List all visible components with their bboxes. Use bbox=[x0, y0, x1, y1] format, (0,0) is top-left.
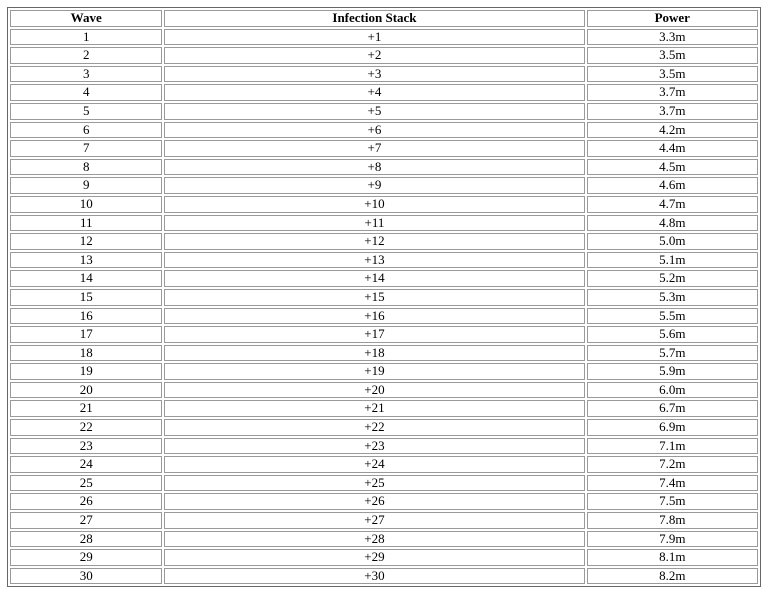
power-cell: 5.2m bbox=[587, 270, 758, 287]
infection-stack-cell: +15 bbox=[164, 289, 584, 306]
table-row bbox=[10, 438, 758, 455]
power-cell: 7.9m bbox=[587, 531, 758, 548]
wave-cell: 7 bbox=[10, 140, 162, 157]
infection-stack-cell: +8 bbox=[164, 159, 584, 176]
infection-stack-cell: +22 bbox=[164, 419, 584, 436]
column-header-wave: Wave bbox=[10, 10, 162, 27]
wave-cell: 27 bbox=[10, 512, 162, 529]
wave-cell: 5 bbox=[10, 103, 162, 120]
infection-stack-cell: +11 bbox=[164, 215, 584, 232]
table-row bbox=[10, 308, 758, 325]
infection-stack-cell: +16 bbox=[164, 308, 584, 325]
table-row bbox=[10, 196, 758, 213]
power-cell: 3.5m bbox=[587, 66, 758, 83]
table-row bbox=[10, 103, 758, 120]
power-cell: 6.0m bbox=[587, 382, 758, 399]
infection-stack-cell: +7 bbox=[164, 140, 584, 157]
wave-cell: 23 bbox=[10, 438, 162, 455]
wave-cell: 19 bbox=[10, 363, 162, 380]
power-cell: 6.9m bbox=[587, 419, 758, 436]
column-header-power: Power bbox=[587, 10, 758, 27]
wave-cell: 21 bbox=[10, 400, 162, 417]
wave-cell: 24 bbox=[10, 456, 162, 473]
infection-stack-cell: +3 bbox=[164, 66, 584, 83]
power-cell: 5.1m bbox=[587, 252, 758, 269]
power-cell: 4.4m bbox=[587, 140, 758, 157]
table-row bbox=[10, 475, 758, 492]
infection-stack-cell: +21 bbox=[164, 400, 584, 417]
power-cell: 7.8m bbox=[587, 512, 758, 529]
wave-cell: 13 bbox=[10, 252, 162, 269]
power-cell: 3.5m bbox=[587, 47, 758, 64]
wave-cell: 11 bbox=[10, 215, 162, 232]
table-row bbox=[10, 456, 758, 473]
power-cell: 8.2m bbox=[587, 568, 758, 585]
infection-stack-cell: +30 bbox=[164, 568, 584, 585]
table-row bbox=[10, 512, 758, 529]
infection-stack-cell: +4 bbox=[164, 84, 584, 101]
power-cell: 8.1m bbox=[587, 549, 758, 566]
wave-cell: 4 bbox=[10, 84, 162, 101]
infection-stack-cell: +6 bbox=[164, 122, 584, 139]
power-cell: 4.8m bbox=[587, 215, 758, 232]
table-row bbox=[10, 400, 758, 417]
table-row bbox=[10, 122, 758, 139]
wave-cell: 18 bbox=[10, 345, 162, 362]
power-cell: 4.5m bbox=[587, 159, 758, 176]
wave-cell: 28 bbox=[10, 531, 162, 548]
wave-cell: 16 bbox=[10, 308, 162, 325]
wave-infection-power-table bbox=[7, 7, 761, 587]
table-row bbox=[10, 233, 758, 250]
power-cell: 7.5m bbox=[587, 493, 758, 510]
table-row bbox=[10, 84, 758, 101]
power-cell: 3.7m bbox=[587, 84, 758, 101]
wave-cell: 14 bbox=[10, 270, 162, 287]
infection-stack-cell: +19 bbox=[164, 363, 584, 380]
power-cell: 4.6m bbox=[587, 177, 758, 194]
table-row bbox=[10, 177, 758, 194]
power-cell: 6.7m bbox=[587, 400, 758, 417]
wave-cell: 15 bbox=[10, 289, 162, 306]
infection-stack-cell: +12 bbox=[164, 233, 584, 250]
wave-cell: 26 bbox=[10, 493, 162, 510]
column-header-infection-stack: Infection Stack bbox=[164, 10, 584, 27]
power-cell: 7.1m bbox=[587, 438, 758, 455]
table-row bbox=[10, 66, 758, 83]
wave-cell: 25 bbox=[10, 475, 162, 492]
infection-stack-cell: +1 bbox=[164, 29, 584, 46]
infection-stack-cell: +24 bbox=[164, 456, 584, 473]
power-cell: 3.7m bbox=[587, 103, 758, 120]
wave-cell: 10 bbox=[10, 196, 162, 213]
table-row bbox=[10, 568, 758, 585]
table-row bbox=[10, 140, 758, 157]
table-row bbox=[10, 382, 758, 399]
wave-cell: 6 bbox=[10, 122, 162, 139]
table-row bbox=[10, 345, 758, 362]
power-cell: 4.2m bbox=[587, 122, 758, 139]
infection-stack-cell: +26 bbox=[164, 493, 584, 510]
wave-cell: 20 bbox=[10, 382, 162, 399]
power-cell: 5.3m bbox=[587, 289, 758, 306]
table-row bbox=[10, 419, 758, 436]
power-cell: 5.0m bbox=[587, 233, 758, 250]
table-row bbox=[10, 215, 758, 232]
infection-stack-cell: +9 bbox=[164, 177, 584, 194]
infection-stack-cell: +29 bbox=[164, 549, 584, 566]
infection-stack-cell: +10 bbox=[164, 196, 584, 213]
table-row bbox=[10, 326, 758, 343]
wave-cell: 8 bbox=[10, 159, 162, 176]
table-row bbox=[10, 159, 758, 176]
power-cell: 7.4m bbox=[587, 475, 758, 492]
table-row bbox=[10, 549, 758, 566]
table-row bbox=[10, 47, 758, 64]
infection-stack-cell: +23 bbox=[164, 438, 584, 455]
power-cell: 5.6m bbox=[587, 326, 758, 343]
infection-stack-cell: +2 bbox=[164, 47, 584, 64]
infection-stack-cell: +20 bbox=[164, 382, 584, 399]
infection-stack-cell: +18 bbox=[164, 345, 584, 362]
table-row bbox=[10, 363, 758, 380]
table-row bbox=[10, 270, 758, 287]
power-cell: 4.7m bbox=[587, 196, 758, 213]
header-row bbox=[10, 10, 758, 27]
power-cell: 3.3m bbox=[587, 29, 758, 46]
table-row bbox=[10, 493, 758, 510]
table-row bbox=[10, 252, 758, 269]
wave-cell: 2 bbox=[10, 47, 162, 64]
infection-stack-cell: +28 bbox=[164, 531, 584, 548]
table-row bbox=[10, 531, 758, 548]
power-cell: 7.2m bbox=[587, 456, 758, 473]
infection-stack-cell: +14 bbox=[164, 270, 584, 287]
power-cell: 5.5m bbox=[587, 308, 758, 325]
infection-stack-cell: +27 bbox=[164, 512, 584, 529]
wave-cell: 9 bbox=[10, 177, 162, 194]
wave-cell: 1 bbox=[10, 29, 162, 46]
wave-cell: 29 bbox=[10, 549, 162, 566]
table-row bbox=[10, 29, 758, 46]
wave-cell: 30 bbox=[10, 568, 162, 585]
wave-cell: 22 bbox=[10, 419, 162, 436]
table-body bbox=[10, 29, 758, 585]
infection-stack-cell: +5 bbox=[164, 103, 584, 120]
power-cell: 5.9m bbox=[587, 363, 758, 380]
power-cell: 5.7m bbox=[587, 345, 758, 362]
wave-cell: 17 bbox=[10, 326, 162, 343]
wave-cell: 3 bbox=[10, 66, 162, 83]
infection-stack-cell: +13 bbox=[164, 252, 584, 269]
wave-cell: 12 bbox=[10, 233, 162, 250]
infection-stack-cell: +25 bbox=[164, 475, 584, 492]
table-row bbox=[10, 289, 758, 306]
infection-stack-cell: +17 bbox=[164, 326, 584, 343]
